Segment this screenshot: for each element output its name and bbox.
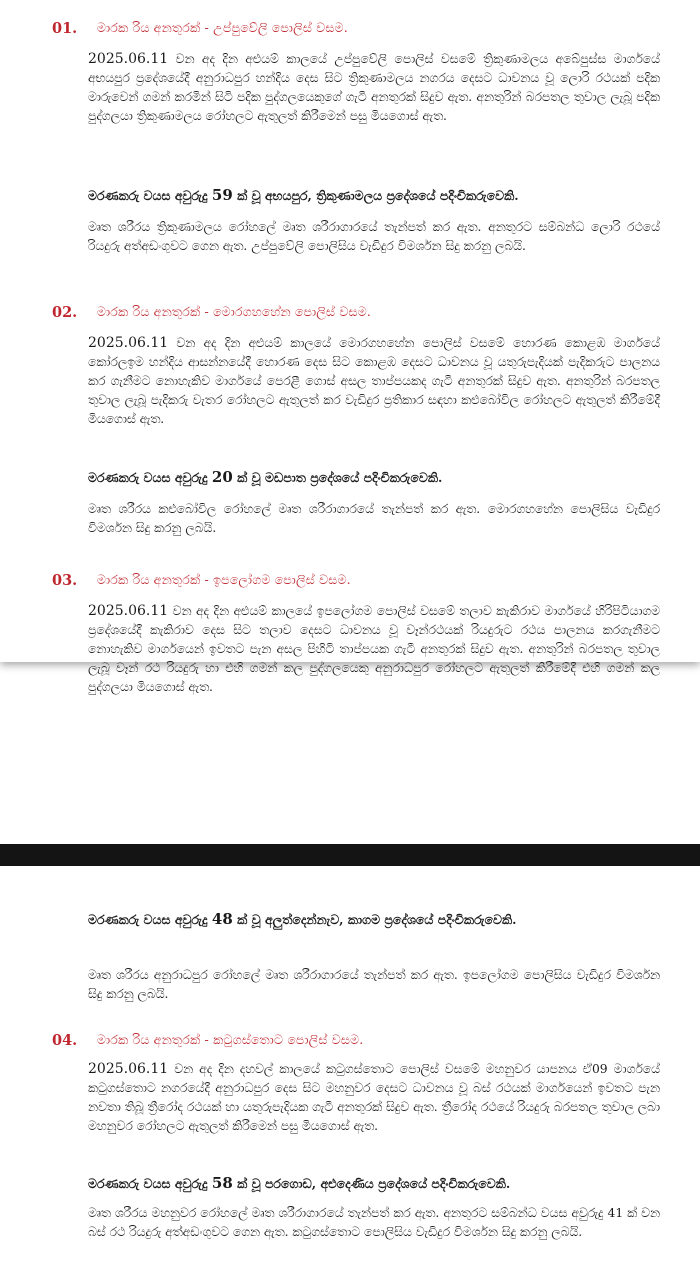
item-number: 04. — [52, 1032, 78, 1049]
item-number: 01. — [52, 20, 78, 37]
deceased-suffix: ක් වූ පරගොඩ, අළුදෙණිය ප්‍රදේශයේ පදිංචිකරුවෙකි. — [232, 1176, 511, 1191]
item-title: මාරක රිය අනතුරක් - කටුගස්තොට පොලිස් වසම. — [97, 1032, 364, 1047]
deceased-line — [88, 184, 663, 207]
followup-paragraph: මෘත ශරීරය මහනුවර රෝහලේ මෘත ශරීරාගාරයේ තැන්පත් කර ඇත. අනතුරට සම්බන්ධ වයස අවුරුදු 41 ක් වන බස් රථ රියදුරු අත්අඩංගුවට ගෙන ඇත. කටුගස්තොට පොලිසිය වැඩිදුර විමර්ශන සිදු කරනු ලබයි. — [88, 1206, 660, 1239]
incident-date: 2025.06.11 — [88, 51, 169, 67]
deceased-age: 59 — [211, 186, 233, 204]
deceased-prefix: මරණකරු වයස අවුරුදු — [88, 188, 212, 203]
incident-paragraph-03 — [88, 602, 660, 697]
deceased-age: 48 — [211, 910, 233, 928]
incident-date: 2025.06.11 — [88, 335, 169, 351]
deceased-line — [88, 1172, 663, 1195]
deceased-suffix: ක් වූ අභයපුර, ත්‍රිකුණාමලය ප්‍රදේශයේ පදිංචිකරුවෙකි. — [232, 188, 519, 203]
document-page-next — [0, 866, 700, 1279]
incident-date: 2025.06.11 — [88, 1061, 169, 1077]
incident-paragraph — [88, 50, 660, 126]
deceased-age: 58 — [211, 1174, 233, 1192]
deceased-age: 20 — [211, 468, 233, 486]
deceased-prefix: මරණකරු වයස අවුරුදු — [88, 1176, 212, 1191]
item-title: මාරක රිය අනතුරක් - උප්පුවේලි පොලිස් වසම. — [97, 20, 348, 35]
deceased-prefix: මරණකරු වයස අවුරුදු — [88, 470, 212, 485]
followup-paragraph: මෘත ශරීරය කළුබෝවිල රෝහලේ මෘත ශරීරාගාරයේ තැන්පත් කර ඇත. මොරගහහේන පොලිසිය වැඩිදුර විමර්ශන සිදු කරනු ලබයි. — [88, 502, 660, 535]
item-title: මාරක රිය අනතුරක් - ඉපලෝගම පොලිස් වසම. — [97, 572, 351, 587]
page-gap — [0, 822, 700, 844]
followup-paragraph: මෘත ශරීරය අනුරාධපුර රෝහලේ මෘත ශරීරාගාරයේ තැන්පත් කර ඇත. ඉපලෝගම පොලිසිය වැඩිදුර විමර්ශන සිදු කරනු ලබයි. — [88, 968, 660, 1001]
item-title: මාරක රිය අනතුරක් - මොරගහහේන පොලිස් වසම. — [97, 304, 372, 319]
deceased-line — [88, 466, 663, 489]
deceased-prefix: මරණකරු වයස අවුරුදු — [88, 912, 212, 927]
item-number: 03. — [52, 572, 78, 589]
incident-text: වන අද දින අළුයම් කාලයේ ඉපලෝගම පොලිස් වසමේ තලාව කැකිරාව මාර්ගයේ හිරිපිටියාගම ප්‍රදේශයේදී කැකිරාව දෙස සිට තලාව දෙසට ධාවනය වූ වෑන්රථයක් රියදුරුට රථය පාලනය කරගැනීමට නොහැකිව මාර්ගයෙන් ඉවතට පැන අසල පිහිටි තාප්පයක ගැටී අනතුරක් සිදුව ඇත. අනතුරින් බරපතල තුවාල ලැබූ වෑන් රථ රියදුරු හා එහි ගමන් කල පුද්ගලයෙකු අනුරාධපුර රෝහලට ඇතුලත් කිරීමේදී එහි ගමන් කල පුද්ගලයා මියගොස් ඇත. — [88, 604, 660, 694]
incident-text: වන අද දින අළුයම් කාලයේ මොරගහහේන පොලිස් වසමේ හොරණ කොළඹ මාර්ගයේ කෝරලඉම හන්දිය ආසන්නයේදී හොරණ දෙස සිට කොළඹ දෙසට ධාවනය වූ යතුරුපැදියක් පැදිකරුට පාලනය කර ගැනීමට නොහැකිව මාර්ගයේ පෙරළී ගොස් අසල තාප්පයකද ගැටී අනතුරක් සිදුව ඇත. අනතුරින් බරපතල තුවාල ලැබූ පැදිකරු වැතර රෝහලට ඇතුලත් කර වැඩිදුර ප්‍රතිකාර සඳහා කළුබෝවිල රෝහලට ඇතුලත් කිරීමේදී මියගොස් ඇත. — [88, 336, 660, 426]
page-separator-band — [0, 844, 700, 866]
deceased-line — [88, 906, 663, 933]
followup-paragraph: මෘත ශරීරය ත්‍රිකුණාමලය රෝහලේ මෘත ශරීරාගාරයේ තැන්පත් කර ඇත. අනතුරට සම්බන්ධ ලොරි රථයේ රියදුරු අත්අඩංගුවට ගෙන ඇත. උප්පුවේලි පොලිසිය වැඩිදුර විමර්ශන සිදු කරනු ලබයි. — [88, 220, 660, 253]
incident-date: 2025.06.11 — [88, 603, 169, 619]
incident-text: වන අද දින අළුයම් කාලයේ උප්පුවේලි පොලිස් වසමේ ත්‍රිකුණාමලය අබේපුස්ස මාර්ගයේ අභයපුර ප්‍රදේශයේදී අනුරාධපුර හන්දිය දෙස සිට ත්‍රිකුණාමලය නගරය දෙසට ධාවනය වූ ලොරි රථයක් පදික මාරුවෙන් ගමන් කරමින් සිටි පදික පුද්ගලයෙකුගේ ගැටී අනතුරක් සිදුව ඇත. අනතුරින් බරපතල තුවාල ලැබූ පදික පුද්ගලයා ත්‍රිකුණාමලය රෝහලට ඇතුලත් කිරීමෙන් පසු මියගොස් ඇත. — [88, 52, 660, 123]
incident-paragraph — [88, 1060, 660, 1136]
item-number: 02. — [52, 304, 78, 321]
incident-paragraph — [88, 334, 660, 429]
incident-text: වන අද දින දහවල් කාලයේ කටුගස්තොට පොලිස් වසමේ මහනුවර යාපනය ඒ09 මාර්ගයේ කටුගස්තොට නගරයේදී අනුරාධපුර දෙස සිට මහනුවර දෙසට ධාවනය වූ බස් රථයක් මාර්ගයෙන් ඉවතට පැන නවතා තිබූ ත්‍රීරෝද රථයක් හා යතුරුපැදියක ගැටී අනතුරක් සිදුව ඇත. ත්‍රීරෝද රථයේ රියදුරු බරපතල තුවාල ලබා මහනුවර රෝහලට ඇතුලත් කිරීමෙන් පසු මියගොස් ඇත. — [88, 1062, 660, 1133]
deceased-suffix: ක් වූ මඩපාත ප්‍රදේශයේ පදිංචිකරුවෙකි. — [232, 470, 443, 485]
deceased-suffix: ක් වූ අලුත්දෙන්නැව, කාගම ප්‍රදේශයේ පදිංචිකරුවෙකි. — [232, 912, 517, 927]
